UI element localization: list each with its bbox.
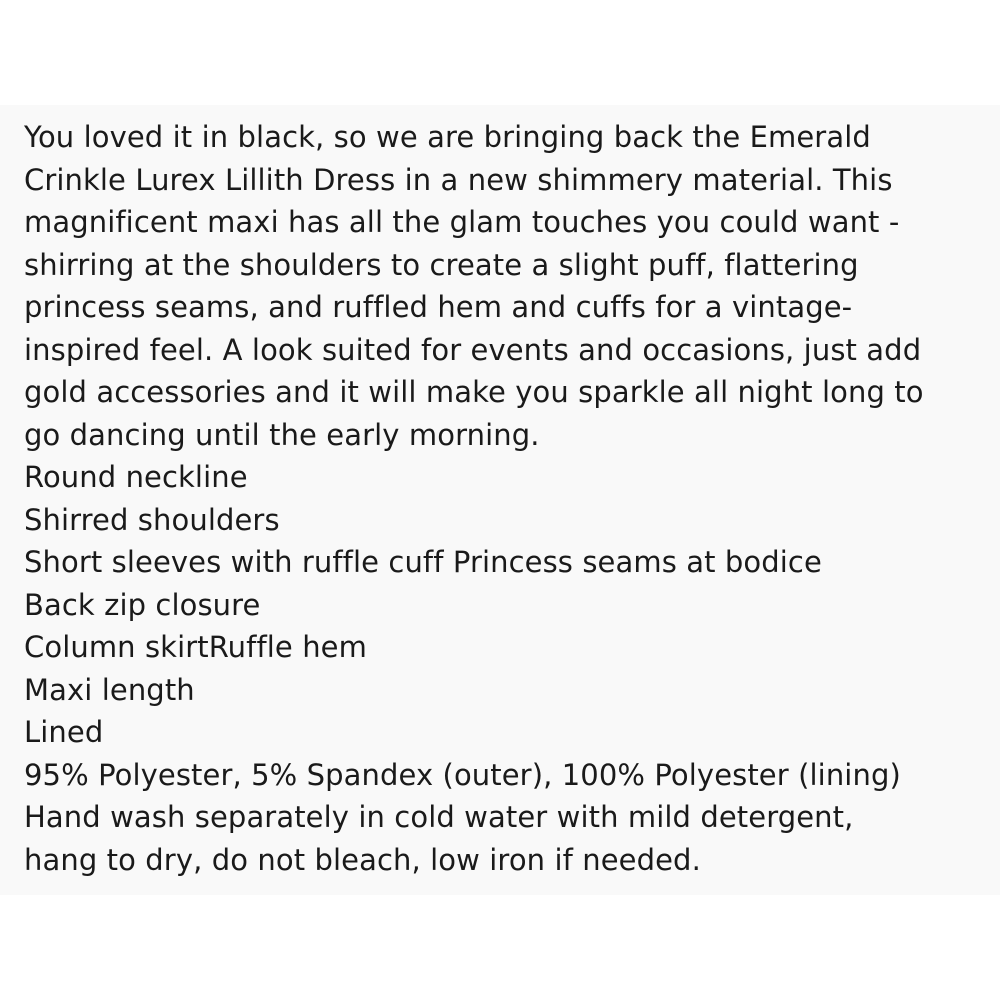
fabric-composition: 95% Polyester, 5% Spandex (outer), 100% Polyester (lining) xyxy=(24,757,901,792)
description-line: princess seams, and ruffled hem and cuffs for a vintage- xyxy=(24,290,853,324)
description-line: You loved it in black, so we are bringing back the Emerald xyxy=(24,120,871,154)
care-instructions: Hand wash separately in cold water with mild detergent, xyxy=(24,800,854,834)
care-instructions: hang to dry, do not bleach, low iron if needed. xyxy=(24,842,701,877)
feature-item: Short sleeves with ruffle cuff Princess seams at bodice xyxy=(24,545,822,579)
description-line: magnificent maxi has all the glam touches you could want - xyxy=(24,205,900,239)
description-line: Crinkle Lurex Lillith Dress in a new shimmery material. This xyxy=(24,162,893,197)
product-description xyxy=(24,116,994,881)
feature-item: Back zip closure xyxy=(24,587,261,622)
feature-item: Column skirtRuffle hem xyxy=(24,630,367,664)
description-line: shirring at the shoulders to create a slight puff, flattering xyxy=(24,247,859,282)
description-line: go dancing until the early morning. xyxy=(24,417,540,452)
description-line: inspired feel. A look suited for events and occasions, just add xyxy=(24,332,922,367)
feature-item: Shirred shoulders xyxy=(24,502,280,537)
description-line: gold accessories and it will make you sparkle all night long to xyxy=(24,375,924,409)
feature-item: Round neckline xyxy=(24,460,248,494)
feature-item: Lined xyxy=(24,715,104,749)
feature-item: Maxi length xyxy=(24,672,195,707)
